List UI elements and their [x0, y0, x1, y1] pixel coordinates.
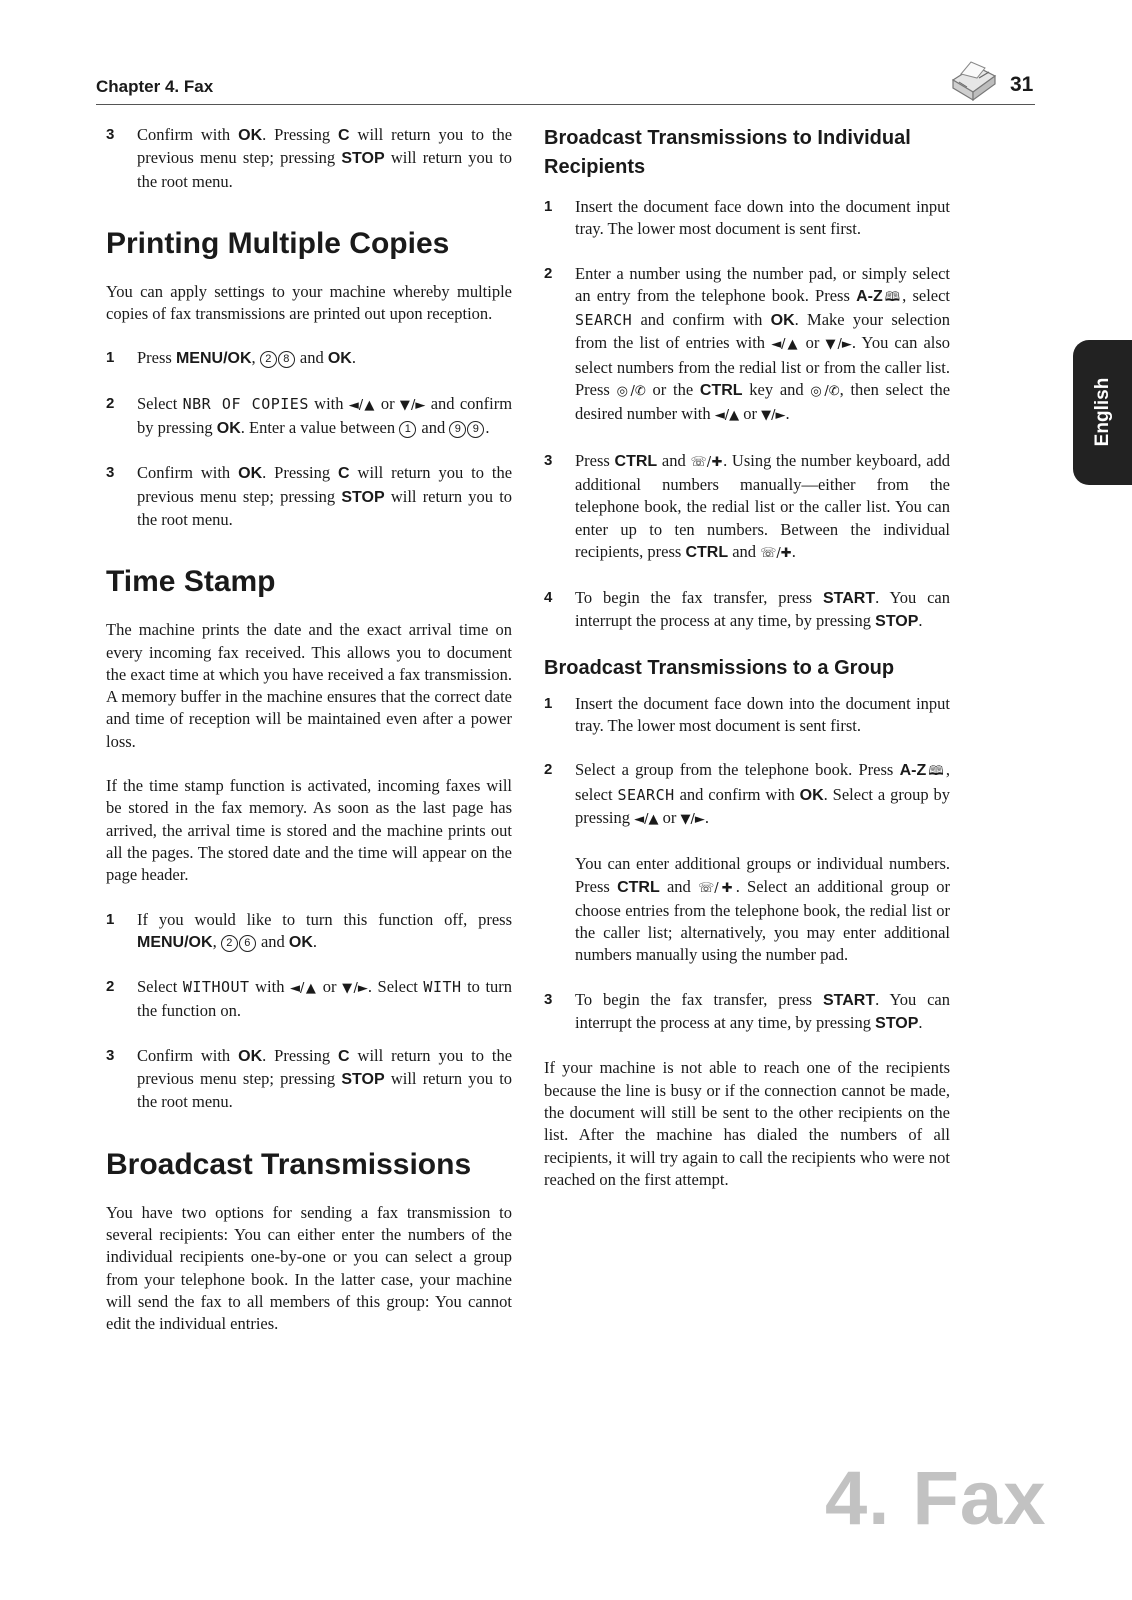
step-text: .: [312, 931, 318, 951]
ctrl-key: CTRL: [699, 382, 743, 400]
start-key: START: [822, 590, 876, 608]
stop-key: STOP: [875, 613, 919, 631]
step-text: will return you to the root menu.: [137, 486, 513, 529]
section-title-timestamp: Time Stamp: [106, 565, 276, 599]
step-text: will return you to the previous menu step; pressing: [137, 1045, 513, 1089]
handset-add-icon: ☏/✚: [690, 454, 724, 470]
step-text: . You can also select numbers from the redial list or from the caller list. Press: [575, 333, 951, 400]
step-text: and: [661, 450, 686, 470]
phonebook-az-icon: A-Z: [856, 287, 883, 305]
copies-step-1: [106, 347, 512, 370]
step-text: .: [918, 1013, 923, 1033]
step-text: .: [918, 611, 923, 631]
copies-step-2: [106, 393, 512, 441]
step-text: and: [666, 876, 691, 896]
fax-machine-icon: [945, 58, 1001, 104]
individual-step-4: [544, 587, 950, 634]
step-number: 1: [544, 198, 553, 215]
handset-add-icon: ☏/✚: [697, 880, 736, 896]
intro-step-3: [106, 124, 512, 193]
ok-key: OK: [238, 127, 263, 144]
step-text: and confirm by pressing: [137, 393, 513, 438]
stop-key: STOP: [875, 1015, 919, 1033]
step-text: . Using the number keyboard, add additional numbers manually—either from the telephone book, the redial list or the caller list. You can enter up to ten numbers. Between the individual recipients, press: [575, 450, 951, 561]
step-text: with: [314, 393, 344, 413]
step-text: with: [255, 977, 285, 997]
step-text: Select: [137, 393, 178, 413]
step-text: or: [805, 333, 820, 353]
section-title-copies: Printing Multiple Copies: [106, 226, 450, 260]
step-text: If you would like to turn this function off, press: [137, 909, 512, 929]
group-step-3: [544, 989, 950, 1036]
c-key: C: [338, 127, 350, 144]
step-number: 3: [544, 451, 553, 469]
c-key: C: [338, 465, 350, 483]
book-icon: 🕮: [926, 764, 946, 780]
step-text: You can enter additional groups or individual numbers. Press: [575, 854, 950, 896]
digit-key: 1: [399, 421, 416, 438]
step-text: To begin the fax transfer, press: [575, 588, 813, 608]
step-text: To begin the fax transfer, press: [575, 989, 813, 1009]
digit-key: 9: [449, 421, 466, 438]
step-text: or: [743, 404, 758, 424]
copies-paragraph: You can apply settings to your machine whereby multiple copies of fax transmissions are printed out upon reception.: [106, 281, 512, 324]
arrow-down-right-icon: ▼/►: [342, 981, 368, 997]
copies-step-3: [106, 462, 512, 531]
lcd-text: WITH: [423, 978, 462, 997]
step-text: will return you to the root menu.: [137, 148, 513, 191]
step-text: Press: [575, 450, 610, 470]
step-text: ,: [212, 931, 217, 951]
digit-key: 2: [260, 351, 277, 368]
step-text: . Pressing: [262, 1045, 331, 1065]
arrow-left-up-icon: ◄/▲: [634, 811, 659, 827]
start-key: START: [822, 991, 876, 1009]
step-text: and confirm with: [679, 784, 795, 804]
step-number: 2: [544, 761, 553, 779]
step-text: Confirm with: [137, 463, 231, 483]
step-text: .: [485, 418, 490, 438]
timestamp-step-3: [106, 1045, 512, 1114]
step-text: . Select a group by pressing: [575, 784, 951, 827]
language-tab: [1073, 340, 1132, 485]
ok-key: OK: [799, 786, 824, 804]
step-text: Press: [137, 348, 172, 368]
ok-key: OK: [770, 312, 795, 330]
ok-key: OK: [327, 350, 352, 368]
right-column: [544, 124, 950, 1191]
timestamp-step-1: [106, 909, 512, 955]
left-column: [106, 124, 512, 1335]
ok-key: OK: [238, 1047, 263, 1065]
step-text: Insert the document face down into the document input tray. The lower most document is sent first.: [575, 693, 950, 736]
step-text: Select: [137, 977, 178, 997]
subsection-title-individual: Broadcast Transmissions to Individual Recipients: [544, 127, 911, 178]
step-text: or: [322, 977, 337, 997]
step-text: Select a group from the telephone book. Press: [575, 760, 894, 780]
subsection-title-group: Broadcast Transmissions to a Group: [544, 656, 895, 679]
step-text: key and: [749, 380, 804, 400]
stop-key: STOP: [341, 150, 385, 168]
step-number: 3: [544, 990, 553, 1008]
step-text: . Select: [367, 977, 418, 997]
step-text: or: [380, 393, 395, 413]
step-number: 2: [106, 394, 115, 412]
redial-caller-list-icon: ◎/✆: [810, 384, 840, 400]
step-text: . Pressing: [262, 463, 331, 483]
timestamp-step-2: [106, 976, 512, 1023]
step-number: 2: [544, 264, 553, 282]
digit-key: 6: [239, 935, 256, 952]
step-text: . Pressing: [262, 125, 331, 144]
arrow-down-right-icon: ▼/►: [825, 337, 852, 353]
step-text: .: [791, 541, 796, 561]
lcd-text: WITHOUT: [182, 978, 250, 997]
step-text: . Select an additional group or choose entries from the telephone book, the redial list or the caller list; alternatively, you may enter additional numbers manually using the number pad.: [575, 876, 951, 965]
step-text: , then select the desired number with: [575, 380, 951, 424]
handset-add-icon: ☏/✚: [760, 545, 792, 561]
step-text: ,: [251, 348, 256, 368]
timestamp-paragraph-1: The machine prints the date and the exact arrival time on every incoming fax received. This allows you to document the exact time at which you have received a fax transmission. A memory buffer in the machine ensures that the correct date and time of reception will be maintained even after a power loss.: [106, 620, 512, 751]
timestamp-paragraph-2: If the time stamp function is activated, incoming faxes will be stored in the fax memory. As soon as the last page has arrived, the arrival time is stored and the machine prints out all the pages. The stored date and the time will appear on the page header.: [106, 776, 512, 885]
step-text: .: [351, 348, 356, 368]
ctrl-key: CTRL: [614, 452, 658, 470]
step-text: Confirm with: [137, 125, 231, 144]
step-text: or the: [652, 380, 694, 400]
step-text: will return you to the root menu.: [137, 1069, 513, 1112]
chapter-header: Chapter 4. Fax: [96, 77, 214, 96]
step-text: .: [785, 404, 790, 424]
digit-key: 2: [221, 935, 238, 952]
step-text: .: [704, 807, 709, 827]
phonebook-az-icon: A-Z: [899, 762, 927, 780]
ctrl-key: CTRL: [685, 543, 729, 561]
individual-step-2: [544, 263, 950, 428]
page-number: 31: [1010, 73, 1034, 96]
digit-key: 9: [467, 421, 484, 438]
menu-ok-key: MENU/OK: [175, 350, 252, 368]
group-step-2: [544, 759, 950, 966]
redial-caller-list-icon: ◎/✆: [616, 384, 646, 400]
arrow-left-up-icon: ◄/▲: [714, 408, 740, 424]
group-step-1: [544, 693, 950, 738]
arrow-left-up-icon: ◄/▲: [771, 337, 800, 353]
section-title-broadcast: Broadcast Transmissions: [106, 1147, 472, 1181]
lcd-text: SEARCH: [575, 311, 633, 330]
language-tab-label: English: [1092, 377, 1113, 447]
book-icon: 🕮: [882, 289, 903, 305]
step-number: 3: [106, 1046, 115, 1064]
individual-step-1: [544, 196, 950, 241]
header-divider: [96, 104, 1035, 105]
arrow-down-right-icon: ▼/►: [761, 408, 786, 424]
arrow-down-right-icon: ▼/►: [399, 397, 426, 413]
step-number: 2: [106, 978, 115, 996]
ok-key: OK: [288, 933, 313, 951]
step-text: Enter a number using the number pad, or simply select an entry from the telephone book. Press: [575, 263, 950, 305]
step-number: 1: [106, 910, 115, 928]
step-text: and: [260, 931, 285, 951]
step-text: , select: [902, 285, 951, 305]
stop-key: STOP: [341, 1071, 385, 1089]
group-closing-paragraph: If your machine is not able to reach one of the recipients because the line is busy or if the connection cannot be made, the document will still be sent to the other recipients on the list. After the machine has dialed the numbers of all recipients, it will try again to call the recipients who were not reached on the first attempt.: [544, 1058, 950, 1189]
step-text: and confirm with: [640, 310, 763, 330]
step-text: Confirm with: [137, 1045, 231, 1065]
arrow-left-up-icon: ◄/▲: [290, 981, 318, 997]
broadcast-paragraph: You have two options for sending a fax transmission to several recipients: You can either enter the numbers of the individual recipients one-by-one or you can select a group from your telephone book. In the latter case, your machine will send the fax to all members of this group: You cannot edit the individual entries.: [106, 1202, 512, 1334]
step-number: 1: [106, 349, 115, 367]
step-text: . Make your selection from the list of entries with: [575, 310, 951, 353]
step-text: Insert the document face down into the document input tray. The lower most document is sent first.: [575, 197, 950, 239]
step-text: and: [732, 541, 757, 561]
step-text: , select: [575, 760, 951, 804]
individual-step-3: [544, 450, 950, 565]
lcd-text: SEARCH: [617, 785, 675, 804]
step-text: . Enter a value between: [240, 418, 396, 438]
step-text: to turn the function on.: [137, 977, 513, 1021]
step-text: . You can interrupt the process at any time, by pressing: [575, 588, 950, 631]
step-number: 3: [106, 464, 115, 482]
step-text: will return you to the previous menu step; pressing: [137, 125, 513, 168]
step-text: or: [662, 807, 677, 827]
stop-key: STOP: [341, 488, 385, 506]
step-number: 4: [544, 589, 553, 607]
step-number: 3: [106, 126, 115, 143]
step-text: . You can interrupt the process at any time, by pressing: [575, 989, 950, 1033]
arrow-left-up-icon: ◄/▲: [348, 397, 376, 413]
digit-key: 8: [278, 351, 295, 368]
ctrl-key: CTRL: [617, 878, 660, 896]
chapter-watermark: 4. Fax: [825, 1456, 1047, 1541]
arrow-down-right-icon: ▼/►: [680, 811, 705, 827]
step-text: and: [421, 418, 446, 438]
step-text: and: [299, 348, 324, 368]
ok-key: OK: [216, 420, 241, 438]
menu-ok-key: MENU/OK: [137, 933, 213, 951]
ok-key: OK: [238, 465, 263, 483]
lcd-text: NBR OF COPIES: [182, 394, 309, 413]
step-text: will return you to the previous menu step; pressing: [137, 463, 513, 506]
step-number: 1: [544, 694, 553, 712]
c-key: C: [338, 1047, 350, 1065]
